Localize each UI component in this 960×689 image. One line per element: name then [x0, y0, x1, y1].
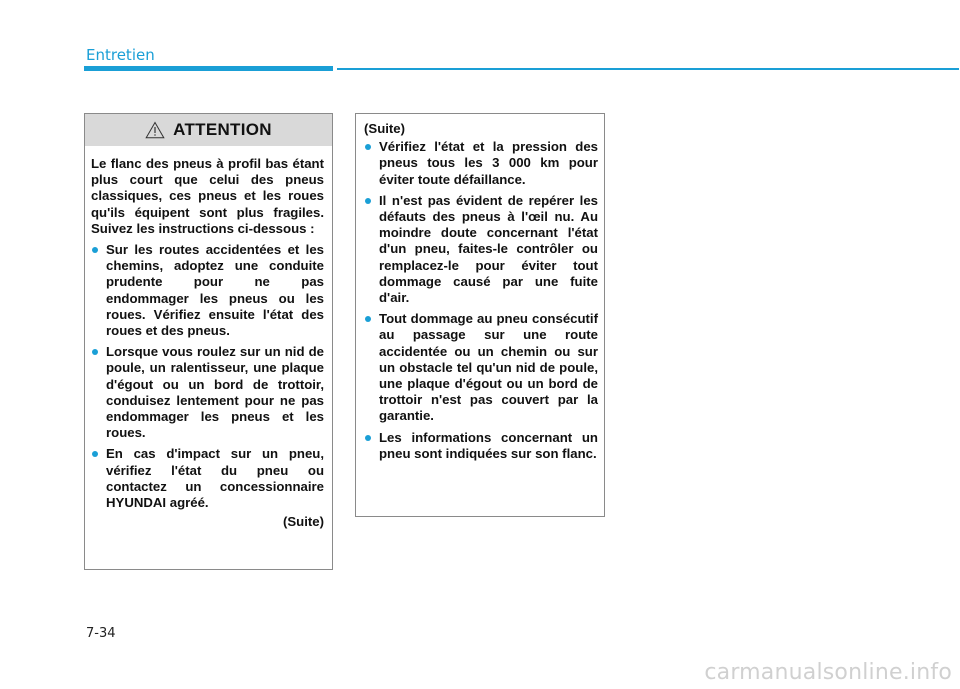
list-item — [364, 311, 598, 424]
bullet-dot-icon — [92, 349, 98, 355]
attention-content — [85, 146, 332, 530]
watermark: carmanualsonline.info — [704, 660, 952, 685]
bullet-dot-icon — [365, 435, 371, 441]
list-item-text: Vérifiez l'état et la pression des pneus tous les 3 000 km pour éviter toute défaillance. — [379, 139, 598, 187]
section-title: Entretien — [86, 46, 155, 64]
list-item — [364, 193, 598, 306]
attention-content-continued — [356, 114, 604, 462]
bullet-dot-icon — [365, 316, 371, 322]
list-item-text: En cas d'impact sur un pneu, vérifiez l'état du pneu ou contactez un concessionnaire HYUNDAI agréé. — [106, 446, 324, 511]
attention-box-continued — [355, 113, 605, 517]
continued-label: (Suite) — [364, 121, 406, 136]
attention-bullet-list — [91, 242, 324, 511]
list-item-text: Sur les routes accidentées et les chemins, adoptez une conduite prudente pour ne pas endommager les pneus ou les roues. Vérifiez ensuite l'état des roues et des pneus. — [106, 242, 324, 339]
bullet-dot-icon — [92, 451, 98, 457]
list-item-text: Lorsque vous roulez sur un nid de poule, un ralentisseur, une plaque d'égout ou un bord de trottoir, conduisez lentement pour ne pas endommager les pneus et les roues. — [106, 344, 324, 441]
list-item — [91, 446, 324, 511]
attention-bullet-list-continued — [364, 139, 598, 462]
bullet-dot-icon — [92, 247, 98, 253]
list-item-text: Il n'est pas évident de repérer les défauts des pneus à l'œil nu. Au moindre doute concernant l'état d'un pneu, faites-le contrôler ou remplacez-le pour éviter tout dommage causé par une fuite d'air. — [379, 192, 598, 306]
list-item — [91, 242, 324, 339]
bullet-dot-icon — [365, 198, 371, 204]
page-number: 7-34 — [86, 626, 116, 641]
list-item — [364, 430, 598, 462]
warning-triangle-icon — [145, 121, 165, 139]
list-item — [364, 139, 598, 188]
continued-label: (Suite) — [282, 514, 324, 530]
attention-box — [84, 113, 333, 570]
attention-intro: Le flanc des pneus à profil bas étant plus court que celui des pneus classiques, ces pneus et les roues qu'ils équipent sont plus fragiles. Suivez les instructions ci-dessous : — [91, 156, 324, 236]
list-item — [91, 344, 324, 441]
attention-header — [85, 114, 332, 146]
bullet-dot-icon — [365, 144, 371, 150]
header-rule-thick — [84, 66, 333, 71]
header-rule-thin — [337, 68, 959, 70]
attention-title: ATTENTION — [173, 120, 272, 139]
list-item-text: Tout dommage au pneu consécutif au passage sur une route accidentée ou un chemin ou sur un obstacle tel qu'un nid de poule, une plaque d'égout ou un bord de trottoir n'est pas couvert par la garantie. — [379, 311, 598, 424]
list-item-text: Les informations concernant un pneu sont indiquées sur son flanc. — [379, 429, 598, 461]
